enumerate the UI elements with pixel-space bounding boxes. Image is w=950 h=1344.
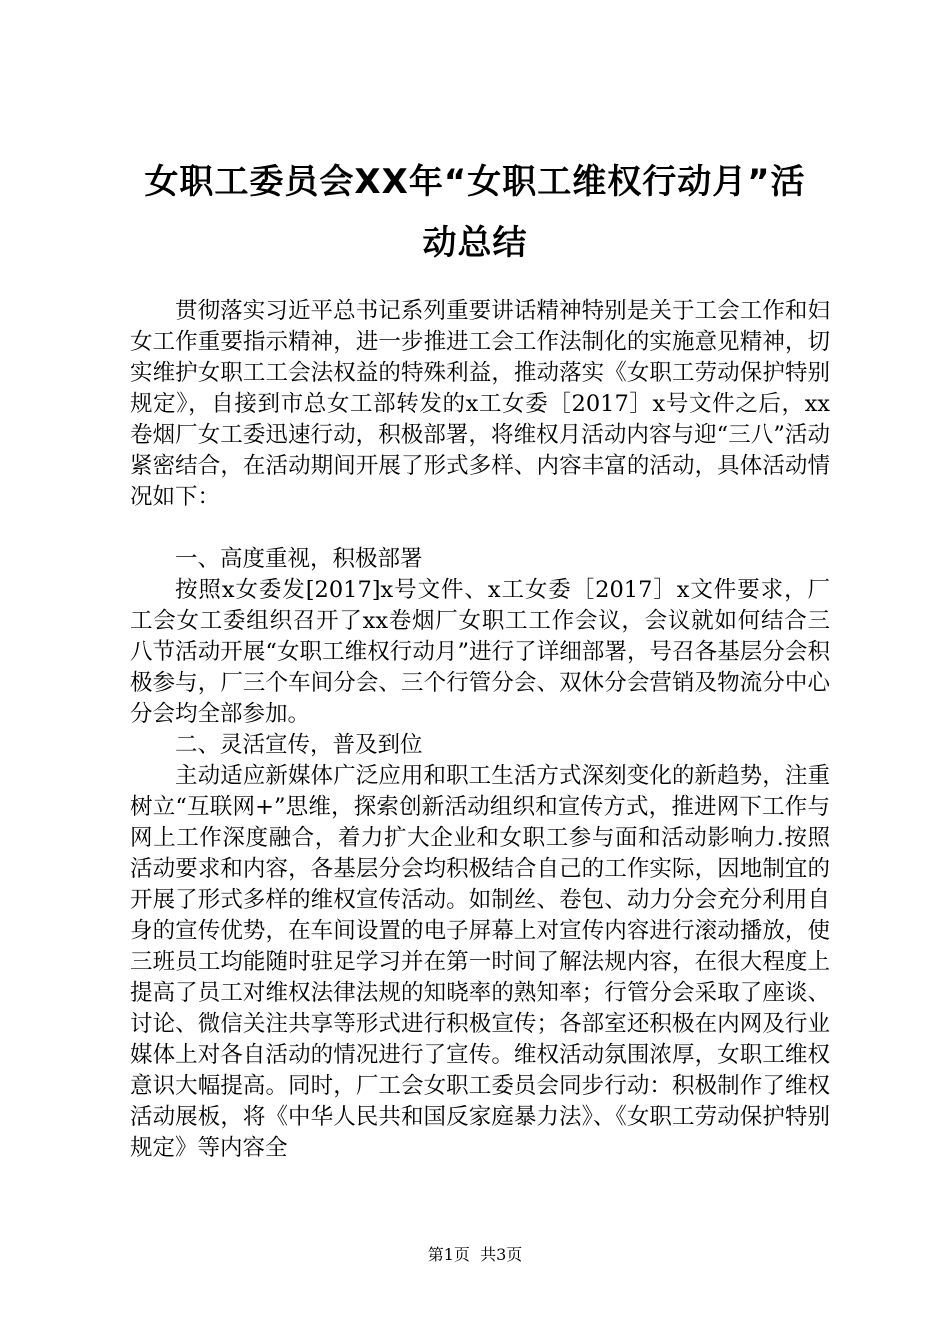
section-heading-1: 一、高度重视，积极部署 bbox=[175, 546, 423, 572]
section-heading-2: 二、灵活宣传，普及到位 bbox=[175, 732, 423, 758]
document-title-line-1: 女职工委员会XX年“女职工维权行动月”活 bbox=[144, 162, 806, 202]
intro-paragraph: 贯彻落实习近平总书记系列重要讲话精神特别是关于工会工作和妇女工作重要指示精神，进一步推进工会工作法制化的实施意见精神，切实维护女职工工会法权益的特殊利益，推动落实《女职工劳动保护特别规定》，自接到市总女工部转发的x工女委［2017］x号文件之后，xx卷烟厂女工委迅速行动，积极部署，将维权月活动内容与迎“三八”活动紧密结合，在活动期间开展了形式多样、内容丰富的活动，具体活动情况如下： bbox=[130, 298, 830, 510]
document-title-line-2: 动总结 bbox=[422, 223, 528, 263]
section-paragraph-2: 主动适应新媒体广泛应用和职工生活方式深刻变化的新趋势，注重树立“互联网+”思维，探索创新活动组织和宣传方式，推进网下工作与网上工作深度融合，着力扩大企业和女职工参与面和活动影响力.按照活动要求和内容，各基层分会均积极结合自己的工作实际，因地制宜的开展了形式多样的维权宣传活动。如制丝、卷包、动力分会充分利用自身的宣传优势，在车间设置的电子屏幕上对宣传内容进行滚动播放，使三班员工均能随时驻足学习并在第一时间了解法规内容，在很大程度上提高了员工对维权法律法规的知晓率的熟知率；行管分会采取了座谈、讨论、微信关注共享等形式进行积极宣传；各部室还积极在内网及行业媒体上对各自活动的情况进行了宣传。维权活动氛围浓厚，女职工维权意识大幅提高。同时，厂工会女职工委员会同步行动：积极制作了维权活动展板，将《中华人民共和国反家庭暴力法》、《女职工劳动保护特别规定》等内容全 bbox=[130, 763, 830, 1161]
section-paragraph-1: 按照x女委发[2017]x号文件、x工女委［2017］x文件要求，厂工会女工委组织召开了xx卷烟厂女职工工作会议，会议就如何结合三八节活动开展“女职工维权行动月”进行了详细部署，号召各基层分会积极参与，厂三个车间分会、三个行管分会、双休分会营销及物流分中心分会均全部参加。 bbox=[130, 577, 830, 727]
page-footer: 第1页 共3页 bbox=[427, 1245, 523, 1264]
document-body bbox=[130, 296, 830, 1164]
